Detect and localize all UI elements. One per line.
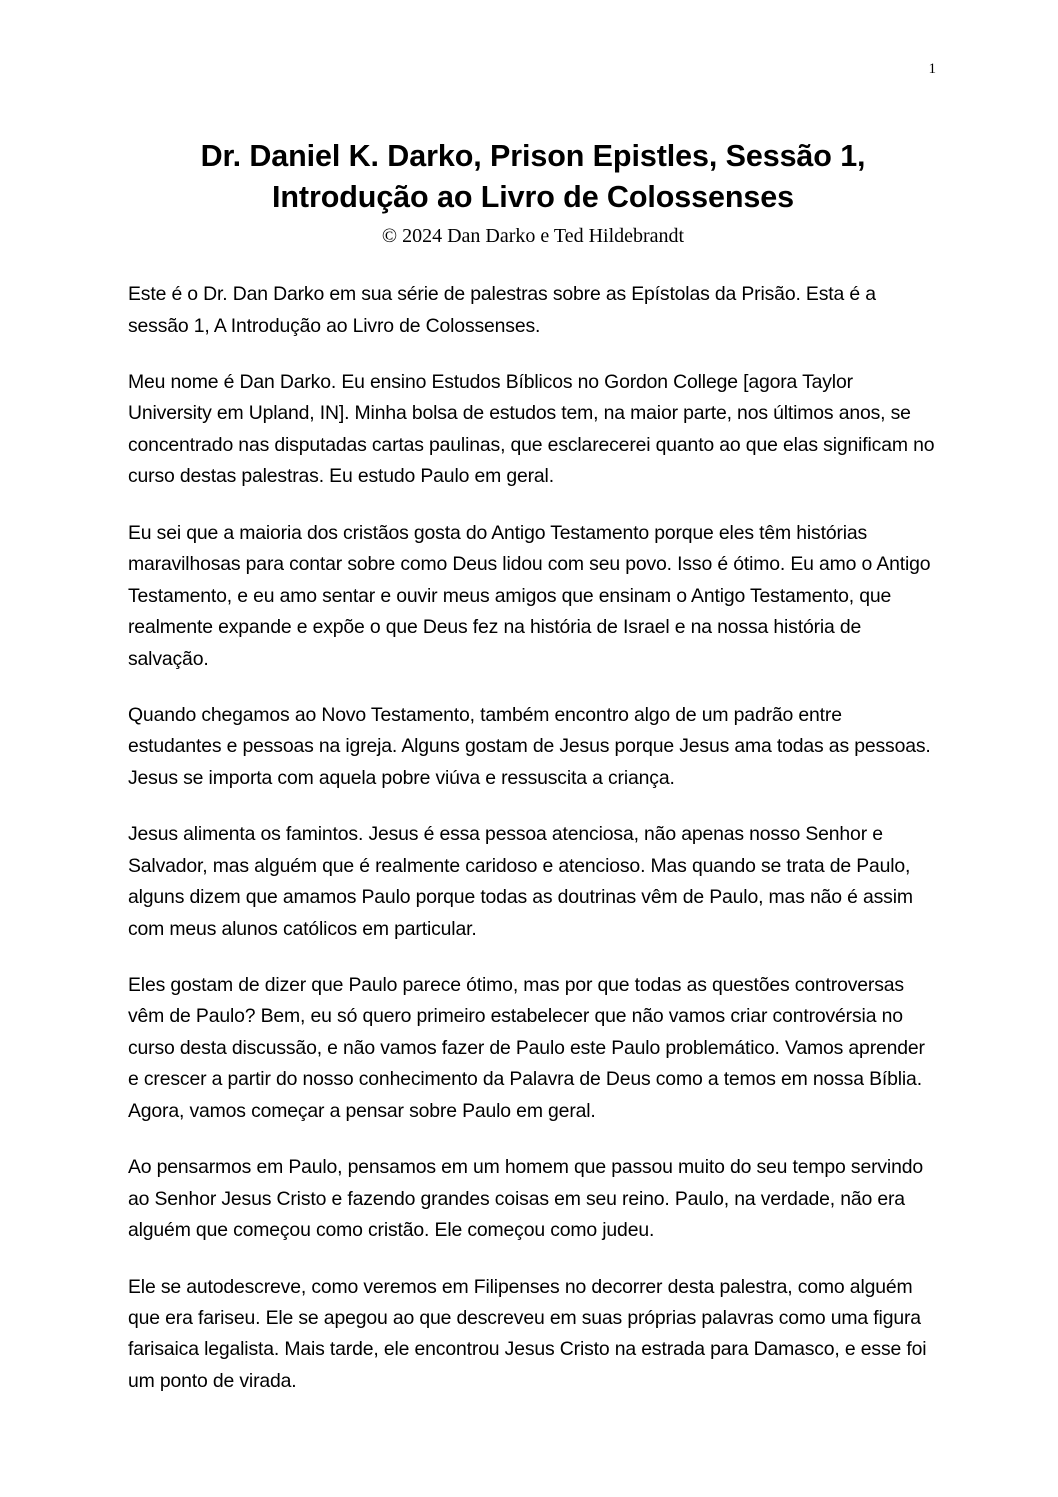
paragraph: Quando chegamos ao Novo Testamento, também encontro algo de um padrão entre estudantes e pessoas na igreja. Alguns gostam de Jesus porque Jesus ama todas as pessoas. Jesus se importa com aquela pobre viúva e ressuscita a criança. bbox=[128, 703, 931, 789]
paragraph: Ao pensarmos em Paulo, pensamos em um homem que passou muito do seu tempo servindo ao Senhor Jesus Cristo e fazendo grandes coisas em seu reino. Paulo, na verdade, não era alguém que começou como cristão. Ele começou como judeu. bbox=[128, 1156, 923, 1242]
title-line-1: Dr. Daniel K. Darko, Prison Epistles, Sessão 1, bbox=[200, 139, 866, 173]
paragraph: Jesus alimenta os famintos. Jesus é essa pessoa atenciosa, não apenas nosso Senhor e Salvador, mas alguém que é realmente caridoso e atencioso. Mas quando se trata de Paulo, alguns dizem que amamos Paulo porque todas as doutrinas vêm de Paulo, mas não é assim com meus alunos católicos em particular. bbox=[128, 823, 913, 940]
paragraph: Eles gostam de dizer que Paulo parece ótimo, mas por que todas as questões controversas vêm de Paulo? Bem, eu só quero primeiro estabelecer que não vamos criar controvérsia no curso desta discussão, e não vamos fazer de Paulo este Paulo problemático. Vamos aprender e crescer a partir do nosso conhecimento da Palavra de Deus como a temos em nossa Bíblia. Agora, vamos começar a pensar sobre Paulo em geral. bbox=[128, 974, 925, 1122]
title-line-2: Introdução ao Livro de Colossenses bbox=[272, 179, 794, 214]
paragraph: Este é o Dr. Dan Darko em sua série de palestras sobre as Epístolas da Prisão. Esta é a sessão 1, A Introdução ao Livro de Colossenses. bbox=[128, 283, 876, 337]
paragraph: Meu nome é Dan Darko. Eu ensino Estudos Bíblicos no Gordon College [agora Taylor University em Upland, IN]. Minha bolsa de estudos tem, na maior parte, nos últimos anos, se concentrado nas disputadas cartas paulinas, que esclarecerei quanto ao que elas significam no curso destas palestras. Eu estudo Paulo em geral. bbox=[128, 371, 935, 488]
page-number: 1 bbox=[928, 61, 936, 77]
paragraph: Eu sei que a maioria dos cristãos gosta do Antigo Testamento porque eles têm histórias maravilhosas para contar sobre como Deus lidou com seu povo. Isso é ótimo. Eu amo o Antigo Testamento, e eu amo sentar e ouvir meus amigos que ensinam o Antigo Testamento, que realmente expande e expõe o que Deus fez na história de Israel e na nossa história de salvação. bbox=[128, 521, 931, 670]
paragraph: Ele se autodescreve, como veremos em Filipenses no decorrer desta palestra, como alguém que era fariseu. Ele se apegou ao que descreveu em suas próprias palavras como uma figura farisaica legalista. Mais tarde, ele encontrou Jesus Cristo na estrada para Damasco, e esse foi um ponto de virada. bbox=[128, 1275, 927, 1392]
document-body bbox=[128, 279, 938, 1397]
page-title bbox=[128, 136, 938, 217]
copyright-notice: © 2024 Dan Darko e Ted Hildebrandt bbox=[381, 225, 685, 248]
